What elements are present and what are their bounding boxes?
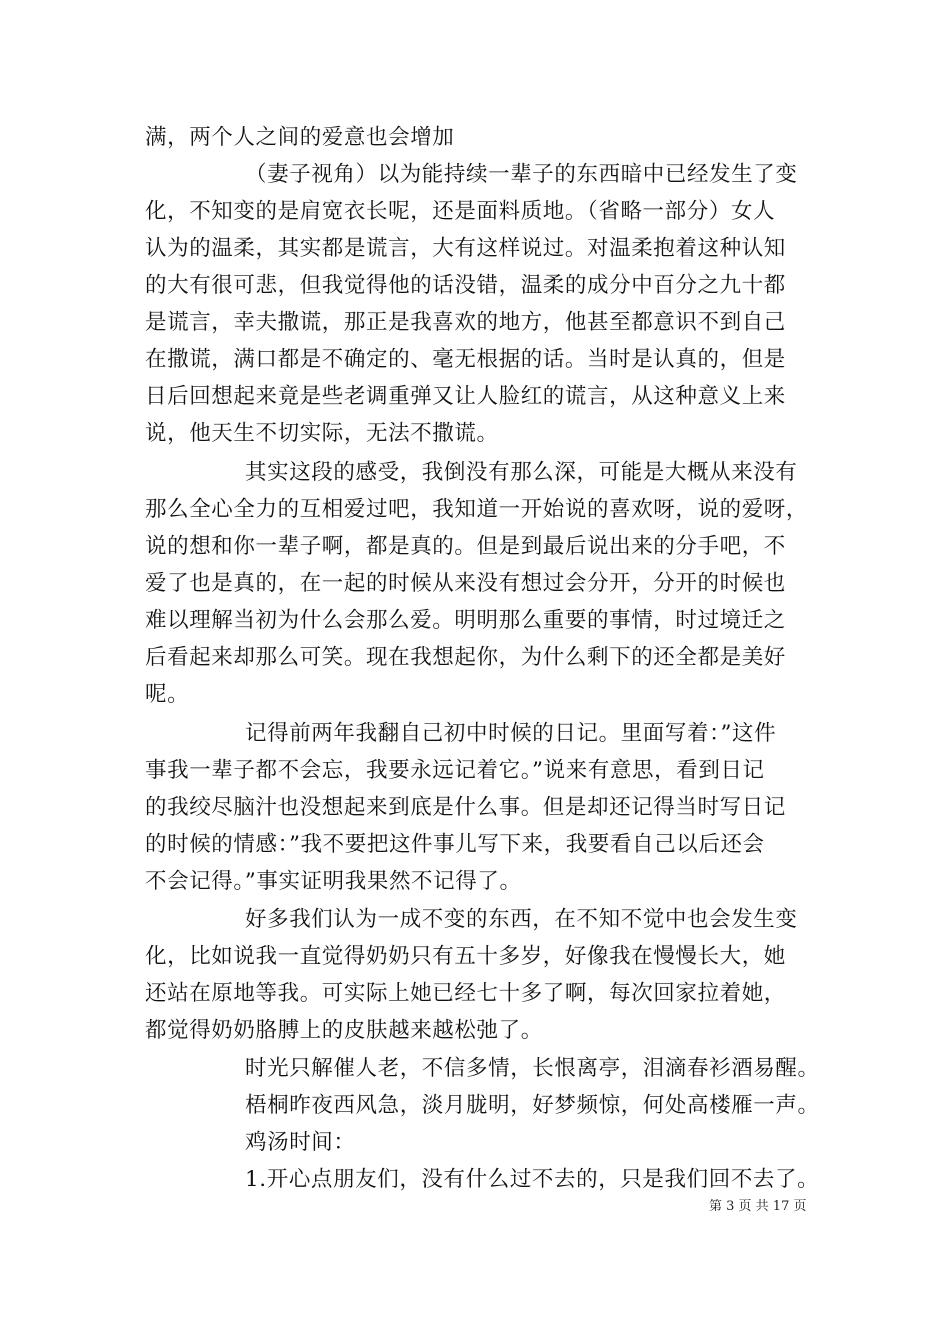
paragraph-line: 不会记得。”事实证明我果然不记得了。	[145, 869, 522, 894]
paragraph-line: 的我绞尽脑汁也没想起来到底是什么事。但是却还记得当时写日记	[145, 795, 786, 820]
paragraph-line: 事我一辈子都不会忘，我要永远记着它。”说来有意思，看到日记	[145, 758, 765, 783]
paragraph-line: 好多我们认为一成不变的东西，在不知不觉中也会发生变	[245, 907, 798, 932]
paragraph-line: 其实这段的感受，我倒没有那么深，可能是大概从来没有	[245, 460, 798, 485]
paragraph-line: 日后回想起来竟是些老调重弹又让人脸红的谎言，从这种意义上来	[145, 384, 786, 409]
paragraph-line: 难以理解当初为什么会那么爱。明明那么重要的事情，时过境迁之	[145, 608, 786, 633]
poem-line: 时光只解催人老，不信多情，长恨离亭，泪滴春衫酒易醒。	[245, 1056, 820, 1081]
paragraph-line: 化，不知变的是肩宽衣长呢，还是面料质地。（省略一部分）女人	[145, 199, 776, 224]
list-item: 1.开心点朋友们，没有什么过不去的，只是我们回不去了。	[245, 1167, 820, 1192]
paragraph-line: 在撒谎，满口都是不确定的、毫无根据的话。当时是认真的，但是	[145, 347, 786, 372]
paragraph-line: 后看起来却那么可笑。现在我想起你，为什么剩下的还全都是美好	[145, 645, 786, 670]
paragraph-line: 化，比如说我一直觉得奶奶只有五十多岁，好像我在慢慢长大，她	[145, 944, 786, 969]
paragraph-line: 说，他天生不切实际，无法不撒谎。	[145, 421, 499, 446]
paragraph-line: （妻子视角）以为能持续一辈子的东西暗中已经发生了变	[245, 162, 798, 187]
page-footer: 第 3 页 共 17 页	[709, 1199, 807, 1214]
paragraph-line: 的时候的情感：”我不要把这件事儿写下来，我要看自己以后还会	[145, 832, 765, 857]
poem-line: 梧桐昨夜西风急，淡月胧明，好梦频惊，何处高楼雁一声。	[245, 1093, 820, 1118]
paragraph-line: 说的想和你一辈子啊，都是真的。但是到最后说出来的分手吧，不	[145, 534, 786, 559]
paragraph-line: 那么全心全力的互相爱过吧，我知道一开始说的喜欢呀，说的爱呀，	[145, 497, 809, 522]
paragraph-line: 呢。	[145, 682, 190, 707]
paragraph-line: 都觉得奶奶胳膊上的皮肤越来越松弛了。	[145, 1018, 543, 1043]
paragraph-line: 记得前两年我翻自己初中时候的日记。里面写着：”这件	[245, 721, 777, 746]
paragraph-line: 的大有很可悲，但我觉得他的话没错，温柔的成分中百分之九十都	[145, 273, 786, 298]
paragraph-line: 认为的温柔，其实都是谎言，大有这样说过。对温柔抱着这种认知	[145, 236, 786, 261]
paragraph-line: 是谎言，幸夫撒谎，那正是我喜欢的地方，他甚至都意识不到自己	[145, 310, 786, 335]
paragraph-line: 还站在原地等我。可实际上她已经七十多了啊，每次回家拉着她，	[145, 981, 786, 1006]
paragraph-line: 满，两个人之间的爱意也会增加	[145, 125, 455, 150]
paragraph-line: 爱了也是真的，在一起的时候从来没有想过会分开，分开的时候也	[145, 571, 786, 596]
section-heading: 鸡汤时间：	[245, 1130, 356, 1155]
